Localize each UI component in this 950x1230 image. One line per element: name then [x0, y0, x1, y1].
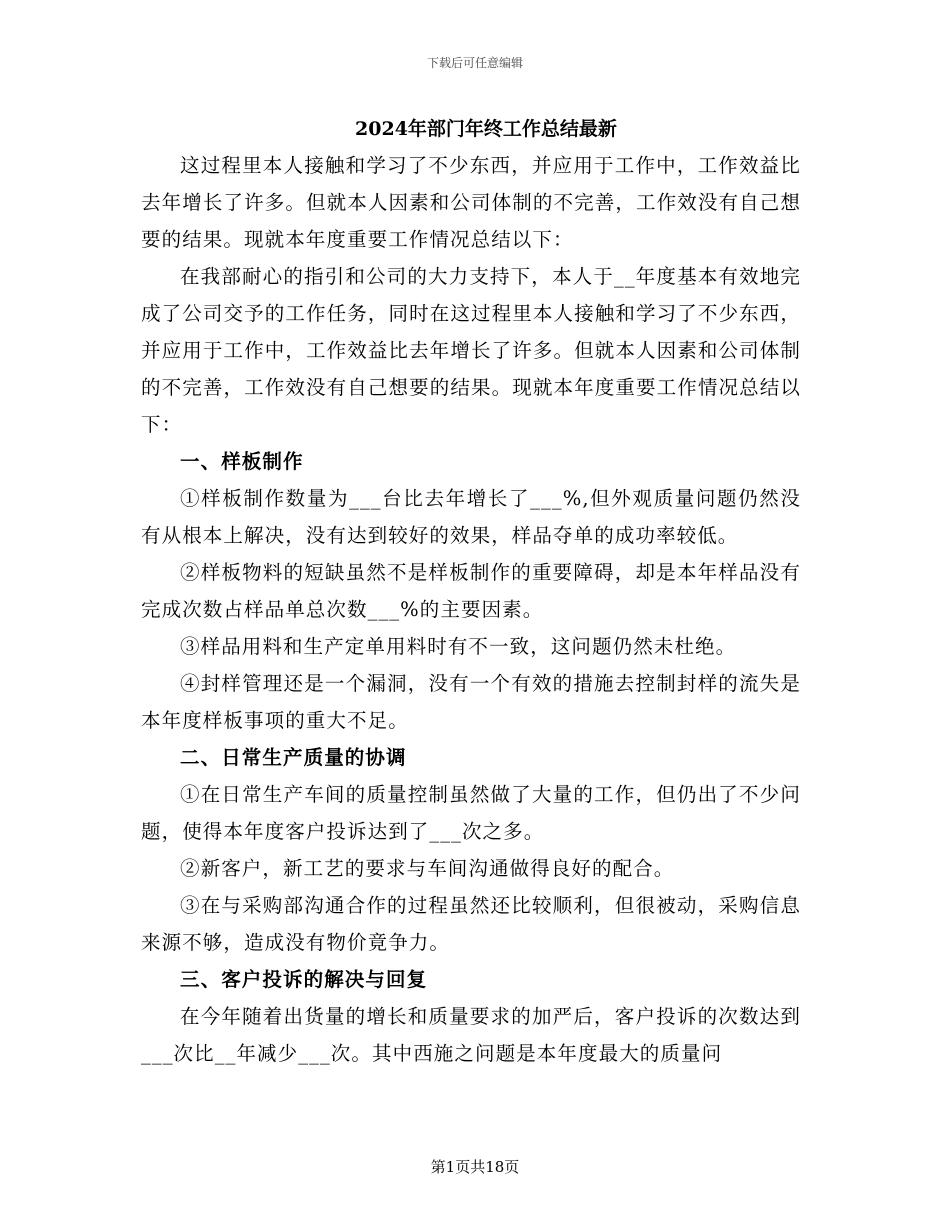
section-heading-sample-making: 一、样板制作 — [180, 450, 304, 473]
paragraph-production-item-2: ②新客户，新工艺的要求与车间沟通做得良好的配合。 — [180, 857, 675, 880]
paragraph-intro: 这过程里本人接触和学习了不少东西，并应用于工作中，工作效益比去年增长了许多。但就本人因素和公司体制的不完善，工作效没有自己想要的结果。现就本年度重要工作情况总结以下： — [141, 154, 801, 251]
paragraph-overview: 在我部耐心的指引和公司的大力支持下，本人于__年度基本有效地完成了公司交予的工作任务，同时在这过程里本人接触和学习了不少东西，并应用于工作中，工作效益比去年增长了许多。但就本人因素和公司体制的不完善，工作效没有自己想要的结果。现就本年度重要工作情况总结以下： — [141, 265, 801, 436]
paragraph-production-item-3: ③在与采购部沟通合作的过程虽然还比较顺利，但很被动，采购信息来源不够，造成没有物价竟争力。 — [141, 894, 801, 954]
paragraph-complaints: 在今年随着出货量的增长和质量要求的加严后，客户投诉的次数达到___次比__年减少___次。其中西施之问题是本年度最大的质量问 — [141, 1005, 801, 1065]
paragraph-sample-item-1: ①样板制作数量为___台比去年增长了___%,但外观质量问题仍然没有从根本上解决，没有达到较好的效果，样品夺单的成功率较低。 — [141, 487, 801, 547]
paragraph-production-item-1: ①在日常生产车间的质量控制虽然做了大量的工作，但仍出了不少问题，使得本年度客户投诉达到了___次之多。 — [141, 783, 801, 843]
paragraph-sample-item-4: ④封样管理还是一个漏洞，没有一个有效的措施去控制封样的流失是本年度样板事项的重大不足。 — [141, 672, 801, 732]
header-note: 下载后可任意编辑 — [426, 56, 523, 70]
paragraph-sample-item-3: ③样品用料和生产定单用料时有不一致，这问题仍然未杜绝。 — [180, 635, 737, 658]
document-title: 2024年部门年终工作总结最新 — [355, 118, 617, 140]
document-body — [141, 111, 801, 1072]
section-heading-production-quality: 二、日常生产质量的协调 — [180, 746, 407, 769]
section-heading-customer-complaints: 三、客户投诉的解决与回复 — [180, 968, 428, 991]
paragraph-sample-item-2: ②样板物料的短缺虽然不是样板制作的重要障碍，却是本年样品没有完成次数占样品单总次数___%的主要因素。 — [141, 561, 801, 621]
page-number: 第1页共18页 — [430, 1158, 520, 1176]
